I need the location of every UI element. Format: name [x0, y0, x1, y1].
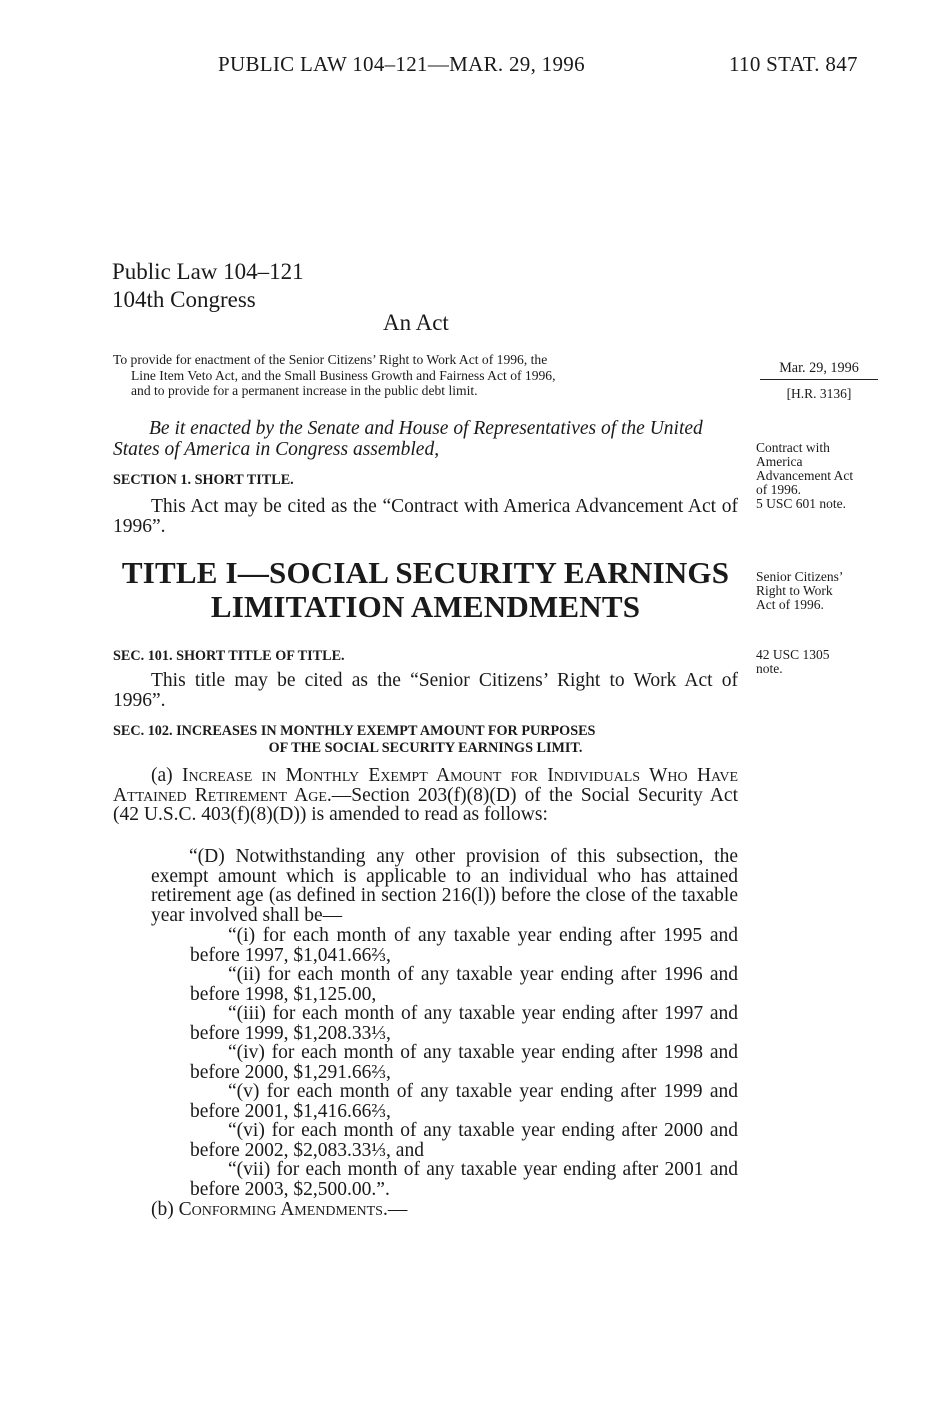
purpose-line-3: and to provide for a permanent increase in the public debt limit.: [131, 383, 478, 398]
subsection-b-label: (b): [151, 1199, 174, 1220]
subsection-a-text: —Section 203(f)(8)(D) of the Social Security Act (42 U.S.C. 403(f)(8)(D)) is amended to read as follows:: [113, 784, 738, 825]
clause-vii: “(vii) for each month of any taxable year ending after 2001 and before 2003, $2,500.00.”.: [190, 1159, 738, 1200]
section-1-heading: SECTION 1. SHORT TITLE.: [113, 472, 294, 488]
clause-i: “(i) for each month of any taxable year ending after 1995 and before 1997, $1,041.66⅔,: [190, 925, 738, 966]
clause-vi: “(vi) for each month of any taxable year ending after 2000 and before 2002, $2,083.33⅓, and: [190, 1120, 738, 1161]
purpose-text: [113, 352, 738, 399]
title-line-1: TITLE I—SOCIAL SECURITY EARNINGS: [121, 555, 730, 590]
sec-101-text: This title may be cited as the “Senior Citizens’ Right to Work Act of 1996”.: [113, 670, 738, 711]
section-1-text: This Act may be cited as the “Contract with America Advancement Act of 1996”.: [113, 496, 738, 537]
margin-note-line: of 1996.: [756, 482, 801, 497]
approval-date: Mar. 29, 1996: [779, 360, 859, 376]
running-head-left: PUBLIC LAW 104–121—MAR. 29, 1996: [218, 52, 585, 76]
act-heading: An Act: [383, 310, 449, 335]
margin-note-contract: [756, 441, 853, 511]
clause-iii: “(iii) for each month of any taxable year ending after 1997 and before 1999, $1,208.33⅓,: [190, 1003, 738, 1044]
subsection-a-label: (a): [151, 765, 173, 786]
congress-number: 104th Congress: [112, 287, 256, 312]
margin-note-line: 42 USC 1305: [756, 647, 830, 662]
margin-note-senior: [756, 570, 843, 612]
sec-101-heading: SEC. 101. SHORT TITLE OF TITLE.: [113, 648, 345, 664]
margin-note-line: America: [756, 454, 803, 469]
sec-102-heading-line-2: OF THE SOCIAL SECURITY EARNINGS LIMIT.: [268, 740, 583, 756]
quoted-subparagraph-d: “(D) Notwithstanding any other provision of this subsection, the exempt amount which is applicable to an individual who has attained retirement age (as defined in section 216(l)) before the close of the taxable year involved shall be—: [151, 846, 738, 926]
title-line-2: LIMITATION AMENDMENTS: [210, 589, 641, 624]
margin-note-line: note.: [756, 661, 783, 676]
title-heading: [113, 556, 738, 624]
margin-note-line: 5 USC 601 note.: [756, 496, 847, 511]
clause-iv: “(iv) for each month of any taxable year ending after 1998 and before 2000, $1,291.66⅔,: [190, 1042, 738, 1083]
subsection-b-caption: Conforming Amendments.—: [178, 1199, 408, 1220]
margin-note-line: Act of 1996.: [756, 597, 824, 612]
bill-number: [H.R. 3136]: [786, 386, 852, 401]
margin-note-usc: [756, 648, 830, 676]
sec-102-subsection-b: [113, 1200, 738, 1220]
purpose-line-2: Line Item Veto Act, and the Small Business Growth and Fairness Act of 1996,: [131, 367, 556, 383]
margin-note-line: Senior Citizens’: [756, 569, 844, 584]
margin-note-line: Right to Work: [756, 583, 833, 598]
clause-v: “(v) for each month of any taxable year ending after 1999 and before 2001, $1,416.66⅔,: [190, 1081, 738, 1122]
clause-ii: “(ii) for each month of any taxable year ending after 1996 and before 1998, $1,125.00,: [190, 964, 738, 1005]
margin-rule: [760, 379, 878, 380]
subsection-a-caption: Increase in Monthly Exempt Amount for Individuals Who Have Attained Retirement Age.: [113, 765, 739, 806]
running-head-right: 110 STAT. 847: [729, 52, 858, 76]
sec-102-heading-line-1: SEC. 102. INCREASES IN MONTHLY EXEMPT AMOUNT FOR PURPOSES: [113, 723, 596, 739]
margin-note-line: Contract with: [756, 440, 830, 455]
margin-note-line: Advancement Act: [756, 468, 854, 483]
enacting-clause: Be it enacted by the Senate and House of Representatives of the United States of America in Congress assembled,: [113, 418, 703, 460]
public-law-number: Public Law 104–121: [112, 259, 304, 284]
purpose-line-1: To provide for enactment of the Senior Citizens’ Right to Work Act of 1996, the: [113, 352, 548, 367]
sec-102-subsection-a: [113, 766, 738, 825]
